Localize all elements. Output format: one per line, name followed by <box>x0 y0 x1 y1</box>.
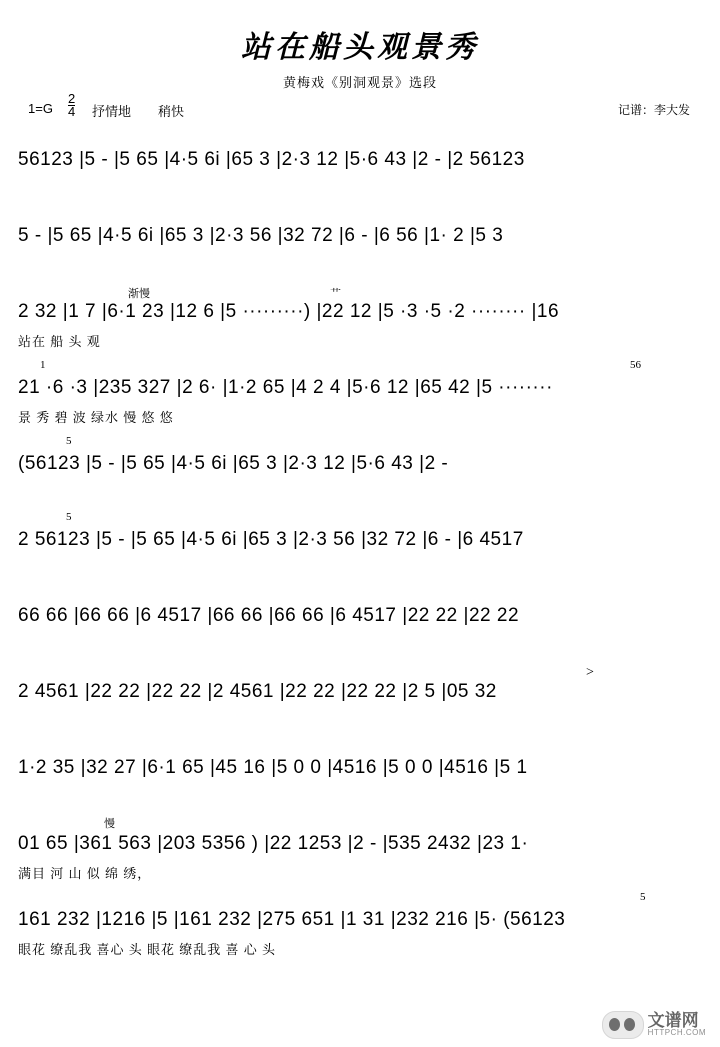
score-row <box>0 891 720 967</box>
score-row <box>0 587 720 663</box>
expression-mark: 艹 <box>330 288 341 300</box>
watermark-url: HTTPCH.COM <box>647 1028 706 1037</box>
score-row <box>0 283 720 359</box>
notation-line: 161 232 |1216 |5 |161 232 |275 651 |1 31 |232 216 |5· (56123 <box>18 909 566 930</box>
notation-line: 2 4561 |22 22 |22 22 |2 4561 |22 22 |22 22 |2 5 |05 32 <box>18 681 497 702</box>
notation-line: 21 ·6 ·3 |235 327 |2 6· |1·2 65 |4 2 4 |5·6 12 |65 42 |5 ········ <box>18 377 553 398</box>
score-row <box>0 739 720 815</box>
time-signature-numerator: 2 <box>68 91 76 106</box>
subtitle: 黄梅戏《别洞观景》选段 <box>282 75 437 90</box>
site-watermark <box>602 1011 706 1039</box>
fingering-mark: 5 <box>66 511 72 523</box>
notation-line: 2 32 |1 7 |6·1 23 |12 6 |5 ·········) |22 12 |5 ·3 ·5 ·2 ········ |16 <box>18 301 560 322</box>
score-row <box>0 435 720 511</box>
lyrics-line: 眼花 缭乱我 喜心 头 眼花 缭乱我 喜 心 头 <box>18 942 277 957</box>
page-title: 站在船头观景秀 <box>241 31 479 64</box>
fingering-mark: 5 <box>640 891 646 903</box>
fingering-mark: 1 <box>40 359 46 371</box>
fingering-mark: 5 <box>66 435 72 447</box>
watermark-site: 文谱网 <box>647 1011 699 1030</box>
notation-line: (56123 |5 - |5 65 |4·5 6i |65 3 |2·3 12 |5·6 43 |2 - <box>18 453 449 474</box>
notation-line: 5 - |5 65 |4·5 6i |65 3 |2·3 56 |32 72 |6 - |6 56 |1· 2 |5 3 <box>18 225 504 246</box>
score-row <box>0 207 720 283</box>
notation-line: 01 65 |361 563 |203 5356 ) |22 1253 |2 - |535 2432 |23 1· <box>18 833 529 854</box>
lyrics-line: 满目 河 山 似 绵 绣， <box>18 866 152 881</box>
expression-mark: 慢 <box>104 818 115 830</box>
score-row <box>0 359 720 435</box>
score-row <box>0 131 720 207</box>
time-signature-denominator: 4 <box>68 104 76 119</box>
notation-line: 56123 |5 - |5 65 |4·5 6i |65 3 |2·3 12 |5·6 43 |2 - |2 56123 <box>18 149 525 170</box>
composer-credit: 记谱：李大发 <box>617 103 690 117</box>
logo-icon <box>602 1011 644 1039</box>
time-signature <box>68 93 75 118</box>
notation-line: 2 56123 |5 - |5 65 |4·5 6i |65 3 |2·3 56 |32 72 |6 - |6 4517 <box>18 529 524 550</box>
tempo-marking: 稍快 <box>158 104 185 119</box>
fingering-mark: 56 <box>630 359 641 371</box>
key-signature: 1=G <box>28 101 53 116</box>
score-rows <box>0 131 720 967</box>
notation-line: 1·2 35 |32 27 |6·1 65 |45 16 |5 0 0 |4516 |5 0 0 |4516 |5 1 <box>18 757 528 778</box>
score-row <box>0 663 720 739</box>
score-metadata <box>0 91 720 125</box>
lyrics-line: 站在 船 头 观 <box>18 334 101 349</box>
accent-mark: > <box>586 665 594 680</box>
mood-marking: 抒情地 <box>92 104 132 119</box>
expression-mark: 渐慢 <box>128 288 150 300</box>
score-row <box>0 511 720 587</box>
score-row <box>0 815 720 891</box>
notation-line: 66 66 |66 66 |6 4517 |66 66 |66 66 |6 4517 |22 22 |22 22 <box>18 605 520 626</box>
lyrics-line: 景 秀 碧 波 绿水 慢 悠 悠 <box>18 410 174 425</box>
